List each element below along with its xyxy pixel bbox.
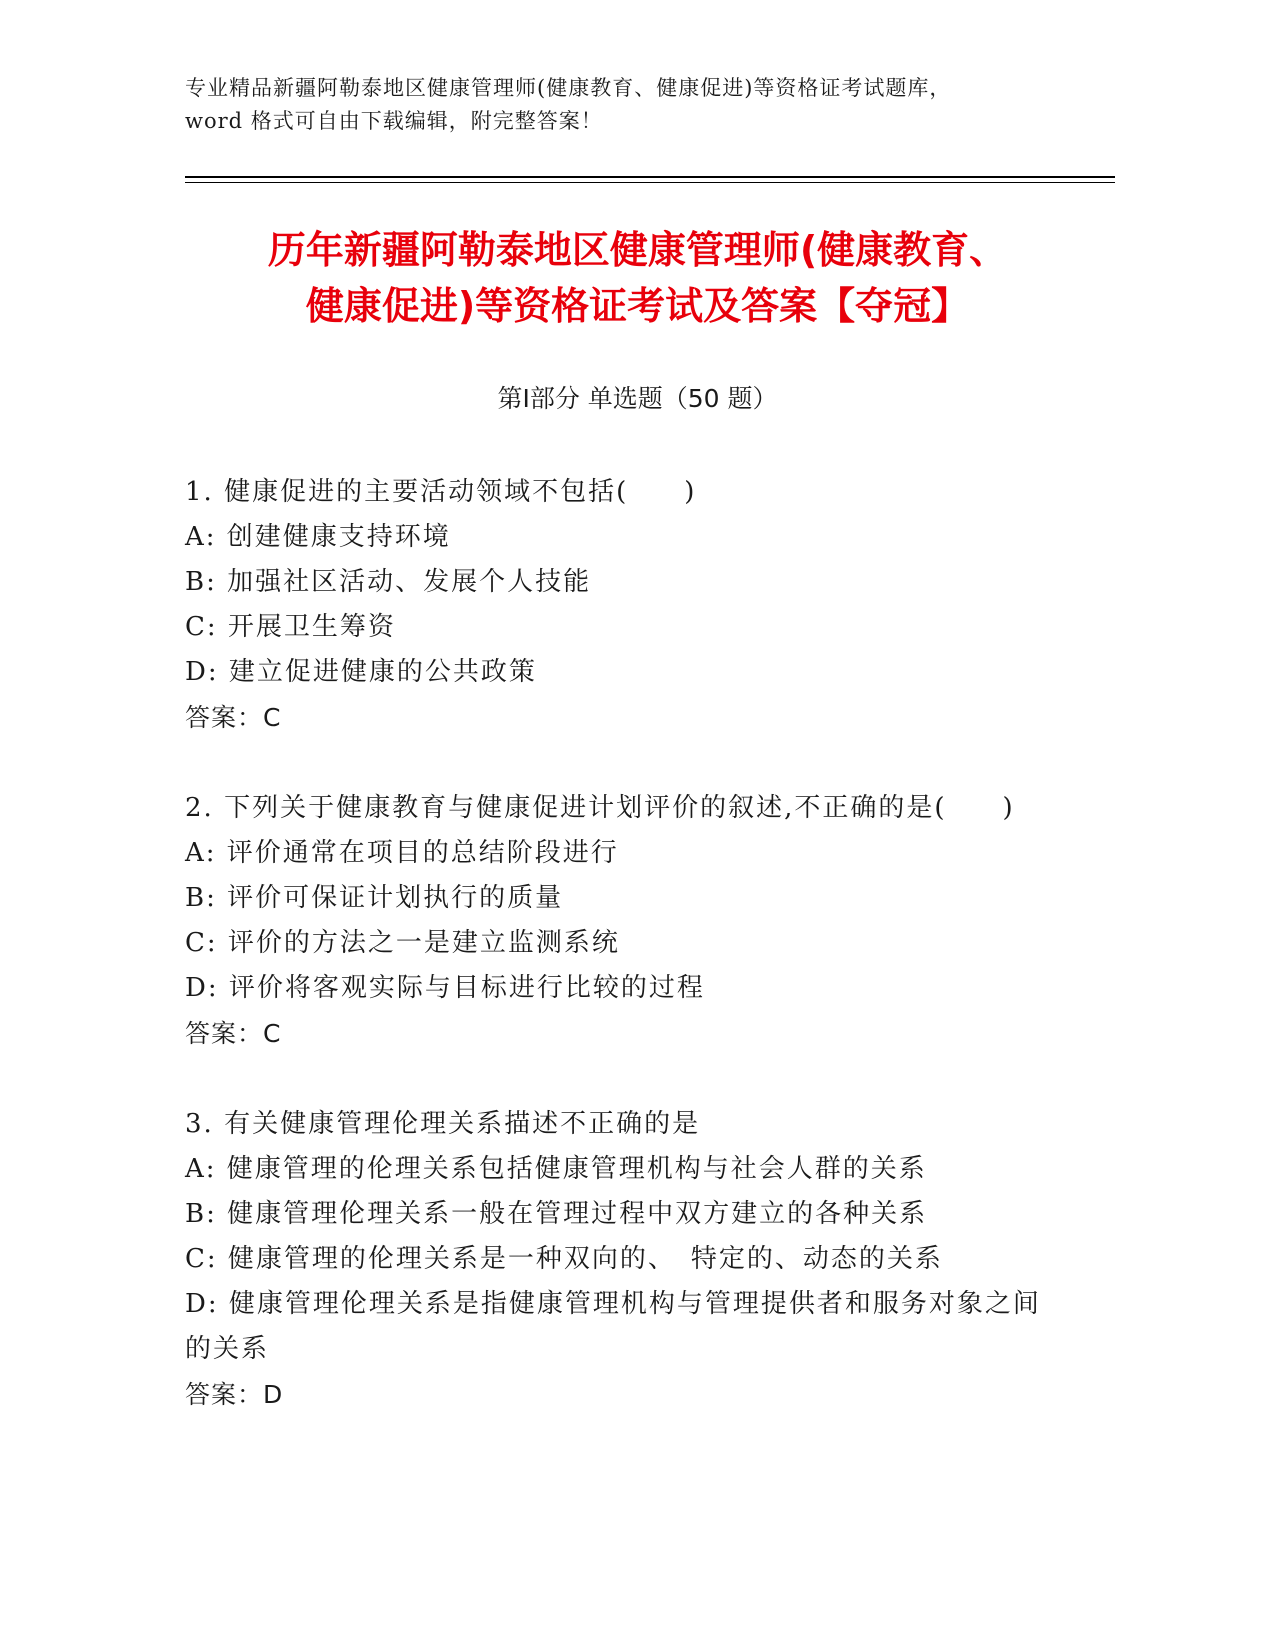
header-divider-thick bbox=[185, 176, 1115, 178]
header-note bbox=[185, 72, 1115, 138]
question-2 bbox=[185, 786, 1085, 1056]
option-c: C: 评价的方法之一是建立监测系统 bbox=[185, 928, 620, 958]
document-title bbox=[130, 222, 1145, 334]
option-b: B: 评价可保证计划执行的质量 bbox=[185, 883, 564, 913]
option-c: C: 健康管理的伦理关系是一种双向的、 特定的、动态的关系 bbox=[185, 1244, 943, 1274]
document-title-line-1: 历年新疆阿勒泰地区健康管理师(健康教育、 bbox=[267, 228, 1008, 272]
answer: 答案：D bbox=[185, 1380, 284, 1409]
question-list bbox=[185, 470, 1085, 1463]
option-b: B: 加强社区活动、发展个人技能 bbox=[185, 567, 592, 597]
option-d: D: 建立促进健康的公共政策 bbox=[185, 657, 537, 687]
header-note-line-2: word 格式可自由下载编辑，附完整答案！ bbox=[185, 109, 603, 133]
document-title-line-2: 健康促进)等资格证考试及答案【夺冠】 bbox=[305, 284, 970, 328]
section-heading: 第Ⅰ部分 单选题（50 题） bbox=[497, 384, 778, 413]
question-3 bbox=[185, 1102, 1085, 1417]
question-1 bbox=[185, 470, 1085, 740]
option-a: A: 创建健康支持环境 bbox=[185, 522, 451, 552]
option-a: A: 评价通常在项目的总结阶段进行 bbox=[185, 838, 619, 868]
question-stem: 2. 下列关于健康教育与健康促进计划评价的叙述,不正确的是( ) bbox=[185, 793, 1015, 823]
option-b: B: 健康管理伦理关系一般在管理过程中双方建立的各种关系 bbox=[185, 1199, 928, 1229]
option-d: D: 评价将客观实际与目标进行比较的过程 bbox=[185, 973, 705, 1003]
answer: 答案：C bbox=[185, 1019, 282, 1048]
answer: 答案：C bbox=[185, 703, 282, 732]
question-stem: 1. 健康促进的主要活动领域不包括( ) bbox=[185, 477, 697, 507]
option-d: D: 健康管理伦理关系是指健康管理机构与管理提供者和服务对象之间的关系 bbox=[185, 1289, 1041, 1364]
question-stem: 3. 有关健康管理伦理关系描述不正确的是 bbox=[185, 1109, 701, 1139]
option-c: C: 开展卫生筹资 bbox=[185, 612, 396, 642]
option-a: A: 健康管理的伦理关系包括健康管理机构与社会人群的关系 bbox=[185, 1154, 927, 1184]
header-divider-thin bbox=[185, 182, 1115, 183]
header-note-line-1: 专业精品新疆阿勒泰地区健康管理师(健康教育、健康促进)等资格证考试题库， bbox=[185, 76, 952, 100]
